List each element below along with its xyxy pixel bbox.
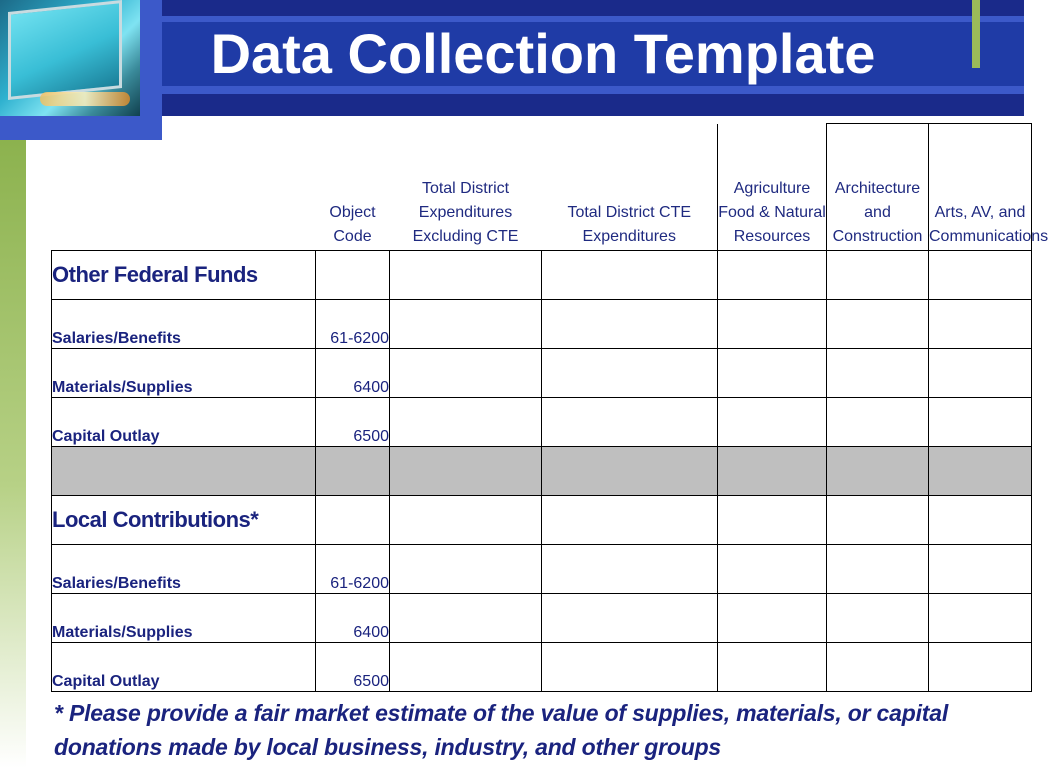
header-object-code: Object Code: [316, 124, 390, 251]
entry-cell: [542, 251, 718, 300]
line-item-label: Salaries/Benefits: [52, 300, 316, 349]
header-total-excluding-cte: Total District Expenditures Excluding CTE: [390, 124, 542, 251]
object-code-cell: [316, 447, 390, 496]
header-agriculture: Agriculture Food & Natural Resources: [718, 124, 827, 251]
green-side-strip: [0, 140, 26, 768]
object-code-cell: 61-6200: [316, 545, 390, 594]
entry-cell[interactable]: [718, 300, 827, 349]
entry-cell[interactable]: [390, 545, 542, 594]
object-code-cell: 61-6200: [316, 300, 390, 349]
header-stripe-bottom: [162, 86, 1024, 94]
table-row: [52, 349, 1032, 398]
entry-cell: [827, 496, 929, 545]
header-arts-av: Arts, AV, and Communications: [929, 124, 1032, 251]
entry-cell[interactable]: [542, 300, 718, 349]
entry-cell[interactable]: [390, 349, 542, 398]
entry-cell[interactable]: [390, 643, 542, 692]
section-row: [52, 496, 1032, 545]
entry-cell[interactable]: [827, 594, 929, 643]
data-collection-table: [51, 123, 1048, 692]
entry-cell: [718, 447, 827, 496]
entry-cell[interactable]: [827, 545, 929, 594]
entry-cell: [929, 251, 1032, 300]
entry-cell[interactable]: [827, 643, 929, 692]
entry-cell[interactable]: [542, 643, 718, 692]
entry-cell[interactable]: [542, 349, 718, 398]
object-code-cell: 6400: [316, 349, 390, 398]
entry-cell[interactable]: [929, 594, 1032, 643]
line-item-label: Materials/Supplies: [52, 349, 316, 398]
entry-cell[interactable]: [827, 398, 929, 447]
line-item-label: Capital Outlay: [52, 398, 316, 447]
entry-cell[interactable]: [718, 594, 827, 643]
section-row: [52, 251, 1032, 300]
entry-cell: [929, 447, 1032, 496]
entry-cell: [718, 496, 827, 545]
slide-title: Data Collection Template: [210, 22, 876, 85]
header-architecture: Architecture and Construction: [827, 124, 929, 251]
entry-cell[interactable]: [542, 398, 718, 447]
object-code-cell: 6500: [316, 398, 390, 447]
entry-cell: [542, 496, 718, 545]
table-row: [52, 545, 1032, 594]
footnote: * Please provide a fair market estimate of the value of supplies, materials, or capital donations made by local business, industry, and other groups: [54, 700, 949, 760]
section-label: Other Federal Funds: [52, 251, 316, 300]
entry-cell[interactable]: [718, 349, 827, 398]
line-item-label: Capital Outlay: [52, 643, 316, 692]
entry-cell: [390, 251, 542, 300]
line-item-label: Materials/Supplies: [52, 594, 316, 643]
header-corner-cell: [52, 124, 316, 251]
header-stripe-bottom-dark: [162, 94, 1024, 99]
entry-cell: [827, 251, 929, 300]
entry-cell[interactable]: [718, 643, 827, 692]
line-item-label: [52, 447, 316, 496]
table-row: [52, 398, 1032, 447]
table-row: [52, 643, 1032, 692]
object-code-cell: 6400: [316, 594, 390, 643]
object-code-cell: 6500: [316, 643, 390, 692]
header-total-cte: Total District CTE Expenditures: [542, 124, 718, 251]
object-code-cell: [316, 496, 390, 545]
table-row: [52, 300, 1032, 349]
entry-cell[interactable]: [827, 300, 929, 349]
entry-cell[interactable]: [718, 545, 827, 594]
photo-frame: [0, 0, 162, 140]
computer-monitor-photo-icon: [0, 0, 140, 116]
spacer-row: [52, 447, 1032, 496]
entry-cell[interactable]: [542, 594, 718, 643]
entry-cell: [542, 447, 718, 496]
entry-cell[interactable]: [390, 300, 542, 349]
entry-cell: [390, 496, 542, 545]
entry-cell[interactable]: [718, 398, 827, 447]
entry-cell[interactable]: [929, 300, 1032, 349]
entry-cell: [390, 447, 542, 496]
entry-cell[interactable]: [929, 398, 1032, 447]
light-flare: [40, 92, 130, 106]
monitor-screen: [8, 0, 122, 100]
entry-cell: [929, 496, 1032, 545]
table-row: [52, 594, 1032, 643]
entry-cell[interactable]: [929, 643, 1032, 692]
table-body: [52, 251, 1032, 692]
object-code-cell: [316, 251, 390, 300]
entry-cell: [827, 447, 929, 496]
entry-cell: [718, 251, 827, 300]
entry-cell[interactable]: [542, 545, 718, 594]
table-header-row: [52, 124, 1032, 251]
section-label: Local Contributions*: [52, 496, 316, 545]
line-item-label: Salaries/Benefits: [52, 545, 316, 594]
entry-cell[interactable]: [390, 398, 542, 447]
entry-cell[interactable]: [390, 594, 542, 643]
entry-cell[interactable]: [827, 349, 929, 398]
entry-cell[interactable]: [929, 545, 1032, 594]
entry-cell[interactable]: [929, 349, 1032, 398]
